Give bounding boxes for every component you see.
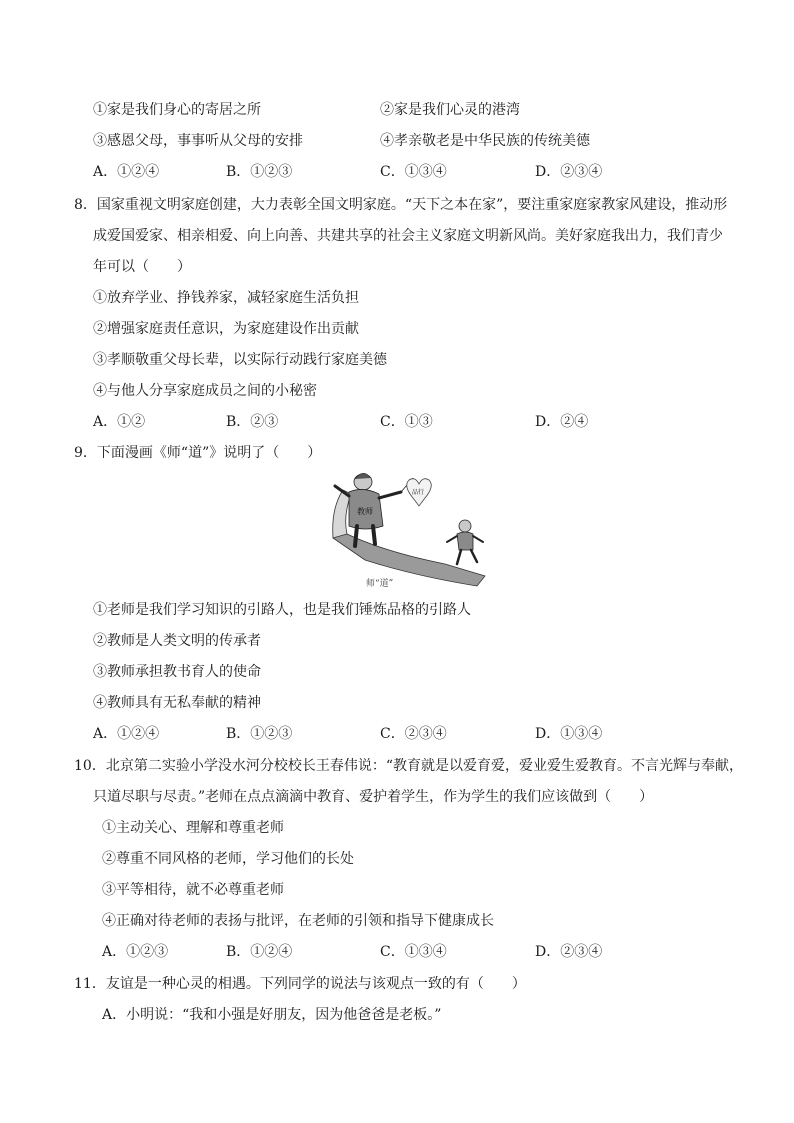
student-head	[459, 520, 471, 532]
q8-statement-1: ①放弃学业、挣钱养家，减轻家庭生活负担	[93, 290, 359, 306]
q9-option-a: A．①②④	[93, 726, 160, 742]
q11-stem-line-1: 11．友谊是一种心灵的相遇。下列同学的说法与该观点一致的有（ ）	[74, 976, 526, 992]
q8-stem-line-2: 成爱国爱家、相亲相爱、向上向善、共建共享的社会主义家庭文明新风尚。美好家庭我出力，我们青少	[93, 228, 723, 244]
q10-option-a: A．①②③	[102, 944, 169, 960]
q11-option-a: A．小明说：“我和小强是好朋友，因为他爸爸是老板。”	[102, 1007, 442, 1023]
q9-option-c: C．②③④	[380, 726, 447, 742]
q8-option-a: A．①②	[93, 414, 146, 430]
q10-stem-line-1: 10．北京第二实验小学没水河分校校长王春伟说：“教育就是以爱育爱，爱业爱生爱教育。不言光辉与奉献，	[74, 758, 743, 774]
q10-option-b: B．①②④	[226, 944, 293, 960]
q8-option-d: D．②④	[535, 414, 589, 430]
q7-statement-4: ④孝亲敬老是中华民族的传统美德	[380, 133, 590, 149]
q7-option-c: C．①③④	[380, 164, 447, 180]
q8-statement-4: ④与他人分享家庭成员之间的小秘密	[93, 383, 317, 399]
q8-statement-2: ②增强家庭责任意识，为家庭建设作出贡献	[93, 321, 359, 337]
q8-option-c: C．①③	[380, 414, 433, 430]
q9-statement-1: ①老师是我们学习知识的引路人，也是我们锤炼品格的引路人	[93, 602, 471, 618]
q8-option-b: B．②③	[226, 414, 279, 430]
q10-option-d: D．②③④	[535, 944, 603, 960]
q8-stem-line-1: 8．国家重视文明家庭创建，大力表彰全国文明家庭。“天下之本在家”，要注重家庭家教家风建设，推动形	[74, 197, 728, 213]
q10-statement-4: ④正确对待老师的表扬与批评，在老师的引领和指导下健康成长	[102, 913, 494, 929]
q7-statement-2: ②家是我们心灵的港湾	[380, 102, 520, 118]
q7-option-a: A．①②④	[93, 164, 160, 180]
q7-statement-3: ③感恩父母，事事听从父母的安排	[93, 133, 303, 149]
cartoon-caption: 师“道”	[366, 579, 394, 589]
q9-option-b: B．①②③	[226, 726, 293, 742]
q8-stem-line-3: 年可以（ ）	[93, 259, 191, 275]
q10-stem-line-2: 只道尽职与尽责。”老师在点点滴滴中教育、爱护着学生，作为学生的我们应该做到（ ）	[93, 789, 654, 805]
q7-option-b: B．①②③	[226, 164, 293, 180]
heart-label: 品行	[412, 489, 425, 496]
teacher-label: 教师	[357, 507, 373, 516]
q7-option-d: D．②③④	[535, 164, 603, 180]
q9-option-d: D．①③④	[535, 726, 603, 742]
q9-statement-4: ④教师具有无私奉献的精神	[93, 695, 261, 711]
q7-statement-1: ①家是我们身心的寄居之所	[93, 102, 261, 118]
q9-statement-3: ③教师承担教书育人的使命	[93, 664, 261, 680]
cartoon-image	[325, 468, 490, 594]
q10-statement-3: ③平等相待，就不必尊重老师	[102, 882, 284, 898]
student-body	[457, 532, 473, 550]
q10-statement-2: ②尊重不同风格的老师，学习他们的长处	[102, 851, 354, 867]
q10-statement-1: ①主动关心、理解和尊重老师	[102, 820, 284, 836]
q9-statement-2: ②教师是人类文明的传承者	[93, 633, 261, 649]
q10-option-c: C．①③④	[380, 944, 447, 960]
q9-stem-line-1: 9．下面漫画《师“道”》说明了（ ）	[74, 445, 322, 461]
q8-statement-3: ③孝顺敬重父母长辈，以实际行动践行家庭美德	[93, 352, 387, 368]
